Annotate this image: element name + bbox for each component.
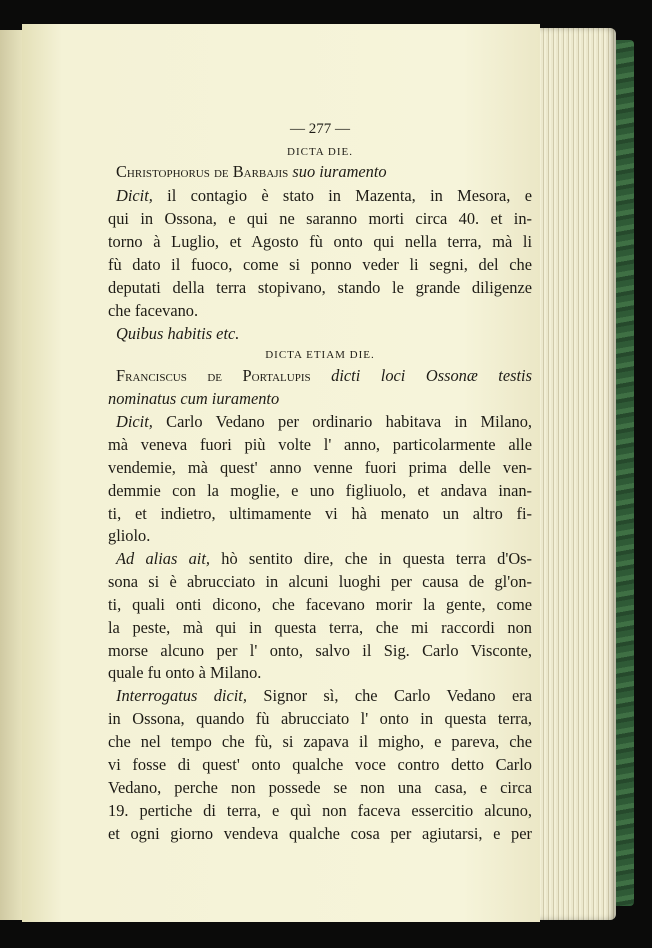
text-line [108, 300, 532, 322]
text-segment: Carlo Vedano per ordinario habitava in Milano, [152, 412, 532, 431]
text-line [108, 480, 532, 502]
witness-name: Franciscus de Portalupis [116, 366, 332, 385]
text-line [108, 185, 532, 207]
text-line [108, 525, 532, 547]
page-edges [536, 28, 616, 920]
text-segment: sona si è abrucciato in alcuni luoghi per causa de gl'on- [108, 572, 532, 591]
text-line [108, 457, 532, 479]
section-heading [108, 344, 532, 366]
text-segment: torno à Luglio, et Agosto fù onto qui nella terra, mà li [108, 232, 532, 251]
text-line [108, 254, 532, 276]
text-segment: 19. pertiche di terra, e quì non faceva essercitio alcuno, [108, 801, 532, 820]
text-line [108, 365, 532, 387]
text-line [108, 231, 532, 253]
text-segment: Signor sì, che Carlo Vedano era [246, 686, 532, 705]
text-line [108, 548, 532, 570]
text-segment: la peste, mà qui in questa terra, che mi raccordi non [108, 618, 532, 637]
text-segment: fù dato il fuoco, come si ponno veder li segni, del che [108, 255, 532, 274]
text-line [108, 161, 532, 183]
text-segment: DICTA ETIAM DIE. [265, 349, 375, 361]
text-segment: DICTA DIE. [287, 146, 353, 158]
text-line [108, 388, 532, 410]
text-line [108, 662, 532, 684]
italic-text: nominatus cum iuramento [108, 389, 280, 408]
previous-page-edge [0, 30, 22, 920]
text-segment: deputati della terra stopivano, stando le grande diligenze [108, 278, 532, 297]
italic-text: Interrogatus dicit, [116, 686, 247, 705]
text-segment: il contagio è stato in Mazenta, in Mesora, e [152, 186, 532, 205]
italic-text: Dicit, [116, 412, 153, 431]
text-line [108, 277, 532, 299]
italic-text: Quibus habitis etc. [116, 324, 240, 343]
text-line [108, 617, 532, 639]
text-segment: vi fosse di quest' onto qualche voce contro detto Carlo [108, 755, 532, 774]
text-line [108, 685, 532, 707]
text-line [108, 571, 532, 593]
text-line [108, 640, 532, 662]
text-segment: quale fu onto à Milano. [108, 663, 262, 682]
text-segment: vendemie, mà quest' anno venne fuori prima delle ven- [108, 458, 532, 477]
text-segment: che facevano. [108, 301, 199, 320]
text-segment: ti, quali onti dicono, che facevano morir la gente, come [108, 595, 532, 614]
text-segment: mà veneva fuori più volte l' anno, particolarmente alle [108, 435, 532, 454]
text-segment: morse alcuno per l' onto, salvo il Sig. Carlo Visconte, [108, 641, 532, 660]
text-segment: Vedano, perche non possede se non una casa, e circa [108, 778, 532, 797]
text-segment: che nel tempo che fù, si zapava il migho, e pareva, che [108, 732, 532, 751]
text-line [108, 208, 532, 230]
text-line [108, 411, 532, 433]
text-line [108, 731, 532, 753]
text-segment: qui in Ossona, e qui ne saranno morti circa 40. et in- [108, 209, 532, 228]
text-segment: gliolo. [108, 526, 151, 545]
text-segment: demmie con la moglie, e uno figliuolo, et andava inan- [108, 481, 532, 500]
text-line [108, 754, 532, 776]
text-line [108, 503, 532, 525]
text-segment: et ogni giorno vendeva qualche cosa per agiutarsi, e per [108, 824, 532, 843]
text-line [108, 708, 532, 730]
text-line [108, 594, 532, 616]
text-segment: in Ossona, quando fù abrucciato l' onto in questa terra, [108, 709, 532, 728]
italic-text: Dicit, [116, 186, 153, 205]
text-line [108, 823, 532, 845]
text-line [108, 323, 532, 345]
section-heading [108, 141, 532, 163]
text-segment: — 277 — [290, 121, 350, 137]
page-number [108, 118, 532, 140]
text-line [108, 800, 532, 822]
italic-text: suo iuramento [292, 162, 387, 181]
text-line [108, 434, 532, 456]
italic-text: Ad alias ait, [116, 549, 211, 568]
witness-name: Christophorus de Barbajis [116, 162, 293, 181]
text-line [108, 777, 532, 799]
text-segment: ti, et indietro, ultimamente vi hà menato un altro fi- [108, 504, 532, 523]
text-segment: hò sentito dire, che in questa terra d'Os- [210, 549, 532, 568]
italic-text: dicti loci Ossonæ testis [331, 366, 532, 385]
